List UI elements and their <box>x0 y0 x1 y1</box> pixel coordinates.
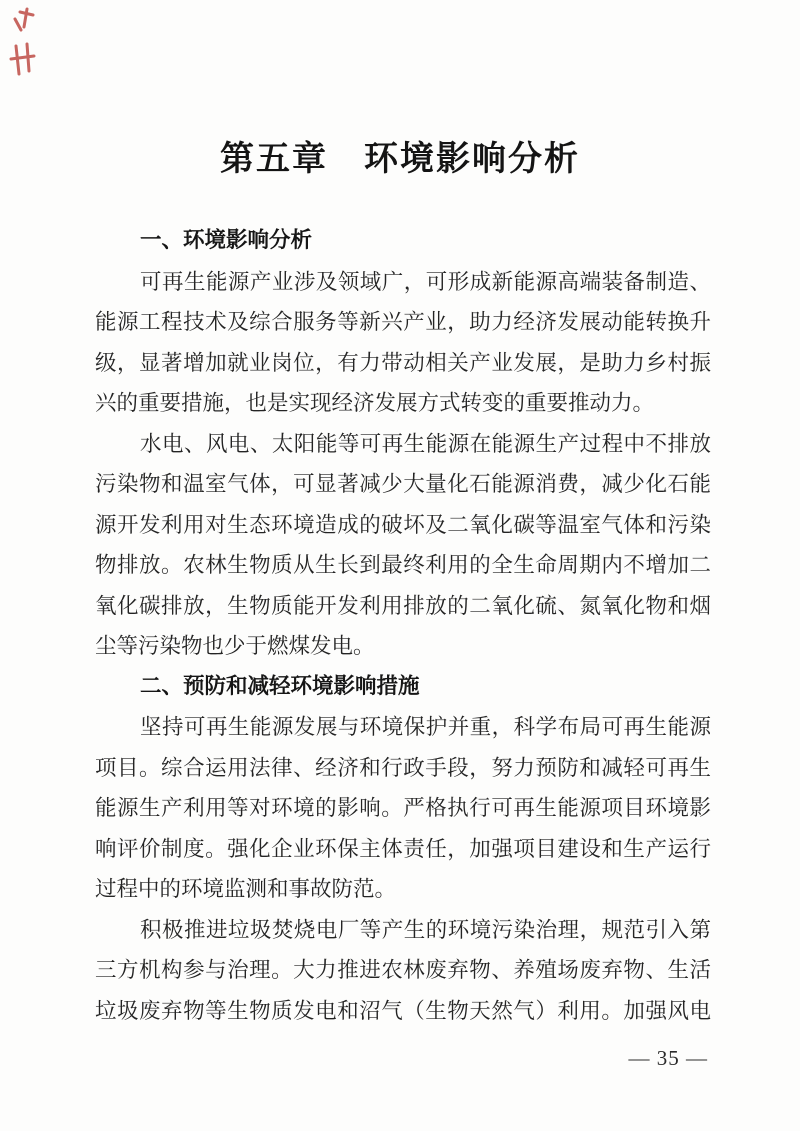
chapter-title: 第五章 环境影响分析 <box>220 139 580 179</box>
section-heading: 二、预防和减轻环境影响措施 <box>140 673 420 699</box>
text-line: 能源工程技术及综合服务等新兴产业，助力经济发展动能转换升 <box>95 310 711 334</box>
text-line: 兴的重要措施，也是实现经济发展方式转变的重要推动力。 <box>95 391 655 415</box>
text-line: 能源生产利用等对环境的影响。严格执行可再生能源项目环境影 <box>95 796 711 820</box>
text-line: 积极推进垃圾焚烧电厂等产生的环境污染治理，规范引入第 <box>140 917 711 942</box>
red-ink-artifact-icon <box>6 4 46 84</box>
section-heading: 一、环境影响分析 <box>140 228 313 253</box>
text-line: 级，显著增加就业岗位，有力带动相关产业发展，是助力乡村振 <box>95 350 711 375</box>
text-line: 项目。综合运用法律、经济和行政手段，努力预防和减轻可再生 <box>95 755 711 780</box>
text-line: 过程中的环境监测和事故防范。 <box>95 877 397 901</box>
text-line: 物排放。农林生物质从生长到最终利用的全生命周期内不增加二 <box>95 553 711 577</box>
text-line: 源开发利用对生态环境造成的破坏及二氧化碳等温室气体和污染 <box>95 512 711 537</box>
text-line: 响评价制度。强化企业环保主体责任，加强项目建设和生产运行 <box>95 836 711 861</box>
text-line: 垃圾废弃物等生物质发电和沼气（生物天然气）利用。加强风电 <box>95 998 711 1023</box>
text-line: 坚持可再生能源发展与环境保护并重，科学布局可再生能源 <box>140 715 711 739</box>
text-line: 氧化碳排放，生物质能开发利用排放的二氧化硫、氮氧化物和烟 <box>95 593 711 618</box>
text-line: 污染物和温室气体，可显著减少大量化石能源消费，减少化石能 <box>95 472 711 496</box>
text-line: 可再生能源产业涉及领域广，可形成新能源高端装备制造、 <box>140 269 711 294</box>
text-line: 水电、风电、太阳能等可再生能源在能源生产过程中不排放 <box>140 431 711 456</box>
text-line: 尘等污染物也少于燃煤发电。 <box>95 634 375 658</box>
text-line: 三方机构参与治理。大力推进农林废弃物、养殖场废弃物、生活 <box>95 958 711 982</box>
document-body <box>95 221 711 1031</box>
page-number: — 35 — <box>628 1046 708 1070</box>
